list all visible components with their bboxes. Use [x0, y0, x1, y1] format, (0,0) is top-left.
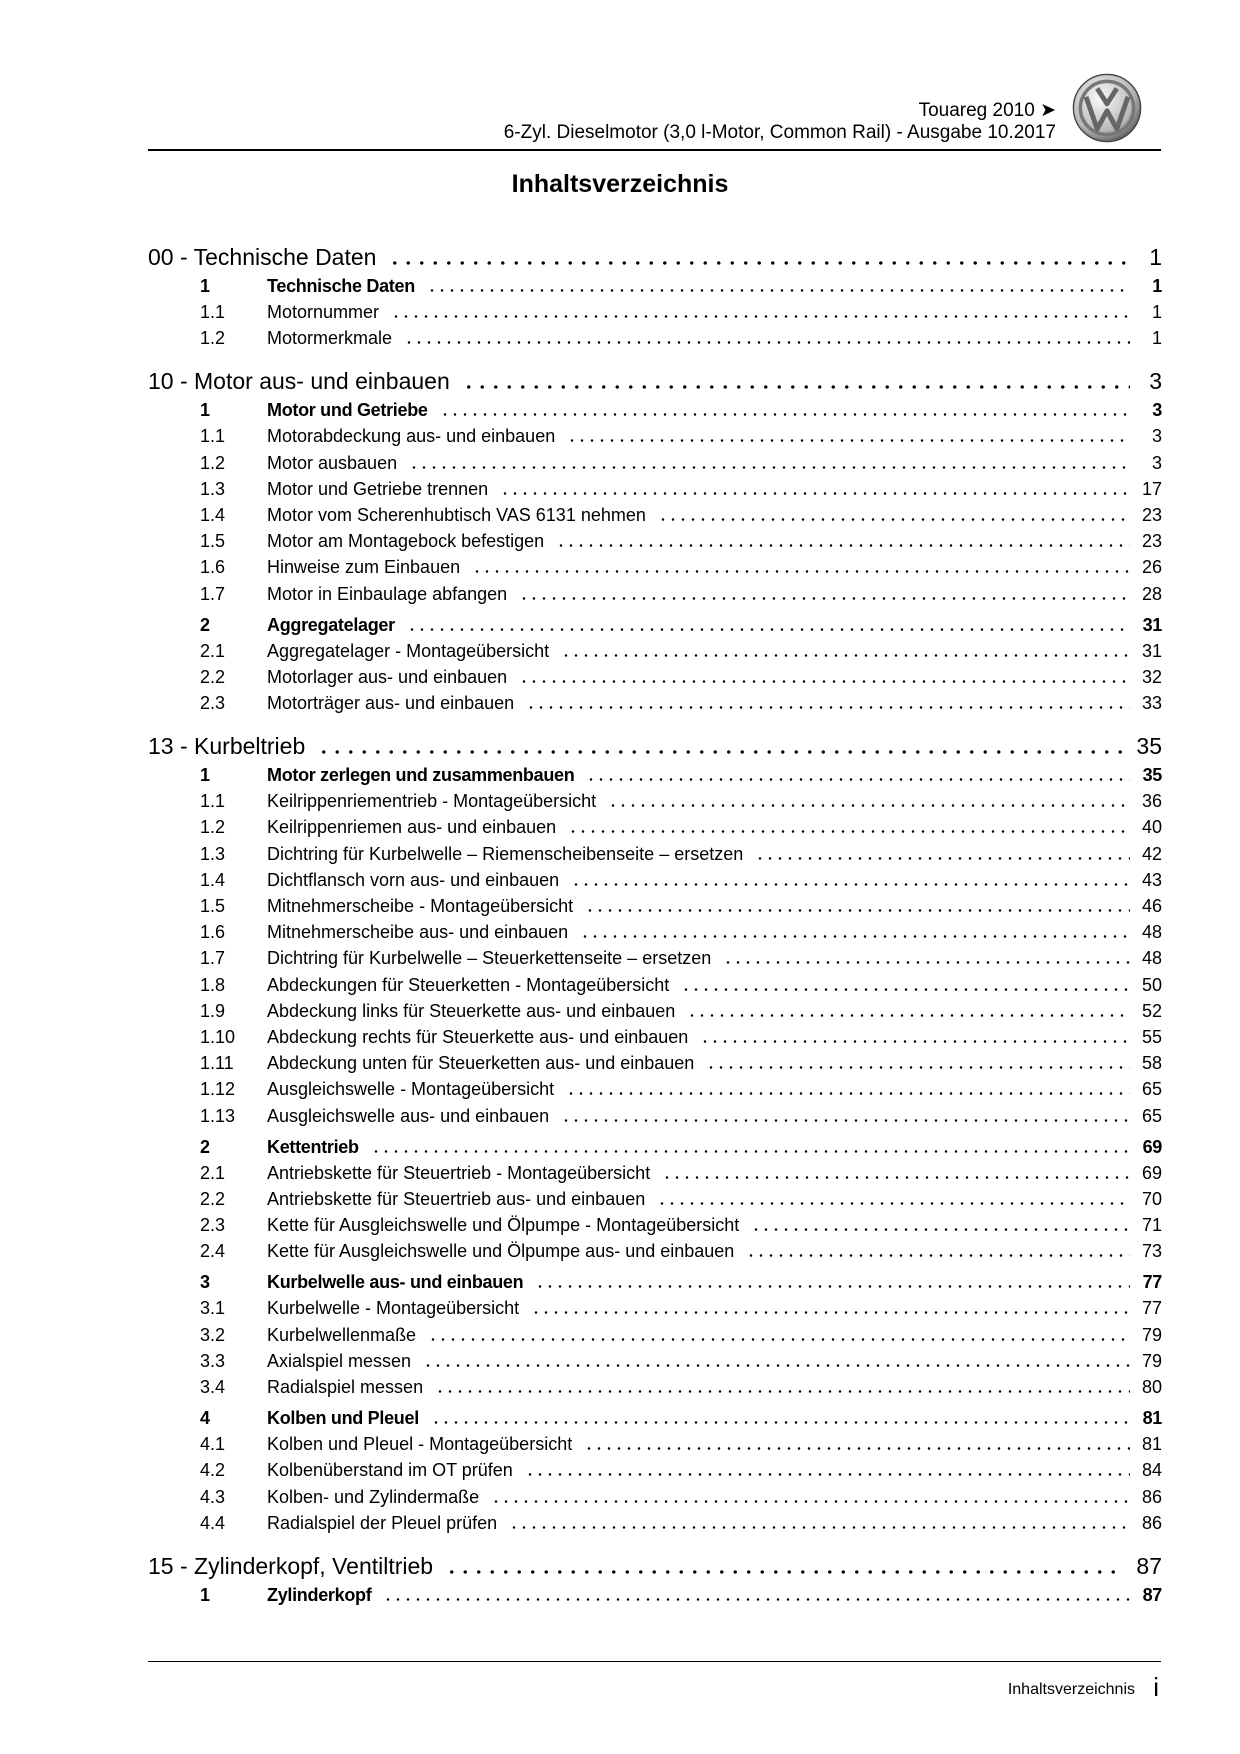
entry-page: 86 — [1141, 1512, 1162, 1533]
entry-number: 1.5 — [200, 531, 226, 552]
entry-page: 73 — [1141, 1241, 1162, 1262]
entry-page: 71 — [1141, 1215, 1162, 1236]
page-title: Inhaltsverzeichnis — [511, 170, 729, 198]
dot-leader — [462, 385, 1130, 389]
entry-page: 69 — [1141, 1162, 1162, 1183]
toc-chapter[interactable] — [148, 368, 1162, 400]
toc-item[interactable] — [148, 641, 1162, 667]
entry-page: 55 — [1141, 1026, 1162, 1047]
entry-page: 80 — [1141, 1377, 1162, 1397]
toc-item[interactable] — [148, 1189, 1162, 1215]
toc-item[interactable] — [148, 667, 1162, 693]
entry-title: Radialspiel der Pleuel prüfen — [267, 1512, 498, 1533]
dot-leader — [568, 830, 1130, 833]
dot-leader — [566, 1092, 1130, 1095]
entry-page: 23 — [1141, 531, 1162, 552]
toc-item[interactable] — [148, 479, 1162, 505]
entry-page: 86 — [1141, 1486, 1162, 1507]
entry-number: 3 — [200, 1272, 210, 1293]
entry-page: 48 — [1141, 922, 1162, 943]
dot-leader — [427, 289, 1130, 292]
dot-leader — [751, 1228, 1130, 1231]
dot-leader — [388, 261, 1130, 265]
entry-title: Kurbelwellenmaße — [267, 1324, 417, 1345]
entry-page: 1 — [1151, 328, 1162, 349]
dot-leader — [519, 680, 1130, 683]
dot-leader — [509, 1526, 1130, 1529]
dot-leader — [525, 1473, 1130, 1476]
entry-number: 2 — [200, 1136, 210, 1157]
entry-page: 26 — [1141, 557, 1162, 578]
entry-title: Kolbenüberstand im OT prüfen — [267, 1460, 513, 1481]
entry-number: 1.8 — [200, 974, 226, 995]
toc-section[interactable] — [148, 1585, 1162, 1611]
entry-title: Motor zerlegen und zusammenbauen — [267, 765, 575, 786]
entry-title: Kolben und Pleuel - Montageübersicht — [267, 1434, 573, 1455]
entry-title: Kurbelwelle - Montageübersicht — [267, 1298, 520, 1319]
dot-leader — [755, 857, 1130, 860]
footer-rule — [148, 1661, 1161, 1662]
dot-leader — [561, 654, 1130, 657]
entry-title: Motormerkmale — [267, 328, 393, 349]
entry-page: 65 — [1141, 1079, 1162, 1100]
entry-number: 2.3 — [200, 693, 226, 714]
dot-leader — [409, 466, 1130, 469]
entry-number: 2.1 — [200, 640, 226, 661]
entry-page: 46 — [1141, 896, 1162, 916]
dot-leader — [500, 492, 1130, 495]
entry-number: 1.3 — [200, 478, 226, 499]
entry-number: 1.12 — [200, 1079, 236, 1100]
entry-number: 1.1 — [200, 426, 226, 447]
entry-page: 36 — [1141, 791, 1162, 812]
entry-title: Axialspiel messen — [267, 1350, 412, 1371]
toc-section[interactable] — [148, 1408, 1162, 1434]
entry-title: Motor vom Scherenhubtisch VAS 6131 nehmen — [267, 504, 646, 525]
entry-number: 4.4 — [200, 1512, 226, 1533]
dot-leader — [746, 1254, 1130, 1257]
entry-title: Mitnehmerscheibe - Montageübersicht — [267, 896, 574, 916]
entry-page: 40 — [1141, 817, 1162, 838]
entry-number: 3.1 — [200, 1298, 226, 1319]
entry-page: 69 — [1142, 1136, 1162, 1157]
toc-chapter[interactable] — [148, 733, 1162, 765]
entry-page: 70 — [1141, 1188, 1162, 1209]
toc-item[interactable] — [148, 791, 1162, 817]
entry-title: Radialspiel messen — [267, 1377, 424, 1397]
toc-item[interactable] — [148, 1513, 1162, 1539]
dot-leader — [584, 1447, 1130, 1450]
dot-leader — [658, 518, 1130, 521]
toc-item[interactable] — [148, 975, 1162, 1001]
toc-section[interactable] — [148, 1272, 1162, 1298]
dot-leader — [317, 750, 1124, 754]
entry-title: Dichtring für Kurbelwelle – Riemenscheibenseite – ersetzen — [267, 843, 744, 864]
entry-title: Motor am Montagebock befestigen — [267, 531, 545, 552]
dot-leader — [556, 544, 1130, 547]
toc-item[interactable] — [148, 1298, 1162, 1324]
entry-number: 3.3 — [200, 1350, 226, 1371]
dot-leader — [535, 1285, 1130, 1288]
entry-page: 79 — [1141, 1324, 1162, 1345]
entry-page: 35 — [1142, 765, 1162, 786]
entry-number: 1.6 — [200, 557, 226, 578]
toc-item[interactable] — [148, 1325, 1162, 1351]
dot-leader — [681, 988, 1130, 991]
entry-title: Kolben- und Zylindermaße — [267, 1486, 480, 1507]
toc-item[interactable] — [148, 1377, 1162, 1403]
dot-leader — [531, 1311, 1130, 1314]
toc-item[interactable] — [148, 1487, 1162, 1513]
entry-page: 3 — [1149, 368, 1162, 395]
entry-number: 2.2 — [200, 1188, 226, 1209]
toc-item[interactable] — [148, 896, 1162, 922]
vw-logo-icon — [1072, 73, 1142, 143]
toc-item[interactable] — [148, 1106, 1162, 1132]
dot-leader — [440, 413, 1130, 416]
toc-item[interactable] — [148, 844, 1162, 870]
entry-title: Abdeckung unten für Steuerketten aus- und einbauen — [267, 1053, 695, 1074]
header-model: Touareg 2010 ➤ — [918, 100, 1056, 121]
entry-number: 1.9 — [200, 1000, 226, 1021]
dot-leader — [472, 570, 1130, 573]
dot-leader — [687, 1014, 1130, 1017]
entry-page: 31 — [1142, 614, 1162, 635]
toc-chapter[interactable] — [148, 1553, 1162, 1585]
entry-number: 2.3 — [200, 1215, 226, 1236]
dot-leader — [585, 909, 1130, 912]
dot-leader — [657, 1202, 1130, 1205]
entry-page: 3 — [1152, 400, 1162, 421]
entry-page: 31 — [1141, 640, 1162, 661]
toc-section[interactable] — [148, 276, 1162, 302]
entry-title: Keilrippenriementrieb - Montageübersicht — [267, 791, 597, 812]
entry-number: 1.7 — [200, 948, 226, 969]
dot-leader — [519, 597, 1130, 600]
entry-number: 2.1 — [200, 1162, 226, 1183]
entry-title: Motor in Einbaulage abfangen — [267, 583, 508, 604]
entry-page: 50 — [1141, 974, 1162, 995]
dot-leader — [526, 706, 1130, 709]
toc-item[interactable] — [148, 584, 1162, 610]
entry-page: 87 — [1136, 1552, 1162, 1579]
dot-leader — [723, 961, 1130, 964]
toc-item[interactable] — [148, 870, 1162, 896]
entry-page: 1 — [1152, 276, 1162, 296]
entry-title: Zylinderkopf — [267, 1584, 372, 1605]
toc-item[interactable] — [148, 1434, 1162, 1460]
entry-title: Abdeckung links für Steuerkette aus- und einbauen — [267, 1000, 676, 1021]
toc-item[interactable] — [148, 426, 1162, 452]
entry-page: 42 — [1141, 843, 1162, 864]
entry-page: 1 — [1151, 302, 1162, 322]
toc-section[interactable] — [148, 765, 1162, 791]
toc-section[interactable] — [148, 615, 1162, 641]
entry-page: 17 — [1141, 478, 1162, 499]
entry-page: 52 — [1141, 1000, 1162, 1021]
entry-title: Ausgleichswelle aus- und einbauen — [267, 1105, 550, 1126]
entry-page: 35 — [1136, 733, 1162, 760]
toc-item[interactable] — [148, 1460, 1162, 1486]
toc-item[interactable] — [148, 1241, 1162, 1267]
entry-page: 1 — [1149, 244, 1162, 270]
entry-page: 77 — [1142, 1272, 1162, 1293]
toc-item[interactable] — [148, 922, 1162, 948]
dot-leader — [423, 1364, 1130, 1367]
dot-leader — [445, 1570, 1124, 1574]
entry-number: 1.2 — [200, 817, 226, 838]
entry-title: Motorträger aus- und einbauen — [267, 693, 515, 714]
entry-title: Kettentrieb — [267, 1136, 359, 1157]
entry-number: 3.4 — [200, 1377, 226, 1397]
dot-leader — [431, 1421, 1130, 1424]
entry-number: 4.2 — [200, 1460, 226, 1481]
dot-leader — [662, 1176, 1130, 1179]
entry-number: 1 — [200, 765, 210, 786]
dot-leader — [608, 804, 1130, 807]
entry-page: 43 — [1141, 869, 1162, 890]
entry-page: 32 — [1141, 666, 1162, 687]
entry-number: 1 — [200, 400, 210, 421]
header-subtitle: 6-Zyl. Dieselmotor (3,0 l-Motor, Common Rail) - Ausgabe 10.2017 — [503, 122, 1056, 143]
dot-leader — [371, 1150, 1130, 1153]
dot-leader — [491, 1500, 1130, 1503]
entry-number: 3.2 — [200, 1324, 226, 1345]
toc-section[interactable] — [148, 400, 1162, 426]
toc-chapter[interactable] — [148, 244, 1162, 276]
dot-leader — [435, 1390, 1130, 1393]
entry-number: 1.11 — [200, 1053, 234, 1074]
entry-page: 23 — [1141, 504, 1162, 525]
entry-page: 65 — [1141, 1105, 1162, 1126]
dot-leader — [391, 315, 1130, 318]
entry-title: Mitnehmerscheibe aus- und einbauen — [267, 922, 569, 943]
dot-leader — [383, 1598, 1130, 1601]
dot-leader — [561, 1119, 1130, 1122]
entry-number: 1.5 — [200, 896, 226, 916]
entry-title: Motorabdeckung aus- und einbauen — [267, 426, 556, 447]
footer-page-number: i — [1153, 1672, 1159, 1702]
entry-number: 1.6 — [200, 922, 226, 943]
entry-title: Motorlager aus- und einbauen — [267, 666, 508, 687]
entry-number: 4 — [200, 1408, 210, 1429]
dot-leader — [586, 778, 1130, 781]
entry-title: 10 - Motor aus- und einbauen — [148, 368, 450, 395]
running-header — [504, 100, 1056, 144]
dot-leader — [706, 1066, 1130, 1069]
entry-number: 4.3 — [200, 1486, 226, 1507]
entry-title: 13 - Kurbeltrieb — [148, 733, 306, 760]
entry-number: 1.13 — [200, 1105, 236, 1126]
dot-leader — [404, 341, 1130, 344]
footer-label: Inhaltsverzeichnis — [1007, 1681, 1135, 1698]
dot-leader — [567, 439, 1130, 442]
entry-number: 2.4 — [200, 1241, 226, 1262]
dot-leader — [580, 935, 1130, 938]
entry-page: 79 — [1141, 1350, 1162, 1371]
entry-title: Motor und Getriebe — [267, 400, 428, 421]
entry-title: Aggregatelager — [267, 614, 395, 635]
entry-number: 1.7 — [200, 583, 226, 604]
entry-number: 2.2 — [200, 666, 226, 687]
entry-number: 1.2 — [200, 452, 226, 473]
entry-page: 81 — [1142, 1408, 1162, 1429]
entry-title: Motor ausbauen — [267, 452, 398, 473]
entry-number: 2 — [200, 614, 210, 635]
entry-title: Technische Daten — [267, 276, 415, 296]
toc-item[interactable] — [148, 1053, 1162, 1079]
entry-title: Kette für Ausgleichswelle und Ölpumpe aus- und einbauen — [267, 1241, 735, 1262]
entry-page: 87 — [1142, 1584, 1162, 1605]
toc-item[interactable] — [148, 302, 1162, 328]
entry-title: Hinweise zum Einbauen — [267, 557, 461, 578]
header-rule — [148, 149, 1161, 151]
entry-number: 1.4 — [200, 504, 226, 525]
toc-item[interactable] — [148, 453, 1162, 479]
toc-item[interactable] — [148, 1215, 1162, 1241]
toc-item[interactable] — [148, 505, 1162, 531]
entry-page: 3 — [1151, 452, 1162, 473]
entry-title: Antriebskette für Steuertrieb aus- und einbauen — [267, 1188, 646, 1209]
toc-item[interactable] — [148, 1163, 1162, 1189]
dot-leader — [407, 628, 1130, 631]
entry-number: 1 — [200, 276, 210, 296]
dot-leader — [428, 1338, 1130, 1341]
entry-number: 1.2 — [200, 328, 226, 349]
entry-title: Dichtring für Kurbelwelle – Steuerkettenseite – ersetzen — [267, 948, 712, 969]
toc-item[interactable] — [148, 1079, 1162, 1105]
entry-number: 1.3 — [200, 843, 226, 864]
entry-page: 58 — [1141, 1053, 1162, 1074]
toc-item[interactable] — [148, 1027, 1162, 1053]
toc-item[interactable] — [148, 817, 1162, 843]
dot-leader — [571, 883, 1130, 886]
entry-title: 00 - Technische Daten — [148, 244, 377, 270]
toc-item[interactable] — [148, 557, 1162, 583]
entry-title: Abdeckung rechts für Steuerkette aus- und einbauen — [267, 1026, 689, 1047]
entry-title: Motornummer — [267, 302, 380, 322]
entry-page: 84 — [1141, 1460, 1162, 1481]
toc-item[interactable] — [148, 1001, 1162, 1027]
dot-leader — [700, 1040, 1130, 1043]
toc-item[interactable] — [148, 531, 1162, 557]
entry-number: 1.4 — [200, 869, 226, 890]
entry-page: 33 — [1141, 693, 1162, 714]
entry-title: 15 - Zylinderkopf, Ventiltrieb — [148, 1552, 434, 1579]
entry-title: Aggregatelager - Montageübersicht — [267, 640, 550, 661]
entry-title: Motor und Getriebe trennen — [267, 478, 489, 499]
entry-number: 4.1 — [200, 1434, 226, 1455]
entry-page: 81 — [1141, 1434, 1162, 1455]
toc-item[interactable] — [148, 693, 1162, 719]
entry-number: 1.1 — [200, 302, 226, 322]
entry-page: 48 — [1141, 948, 1162, 969]
entry-title: Keilrippenriemen aus- und einbauen — [267, 817, 557, 838]
entry-title: Kolben und Pleuel — [267, 1408, 419, 1429]
entry-number: 1 — [200, 1584, 210, 1605]
toc-item[interactable] — [148, 948, 1162, 974]
entry-number: 1.1 — [200, 791, 226, 812]
table-of-contents — [148, 244, 1162, 1611]
entry-title: Kette für Ausgleichswelle und Ölpumpe - Montageübersicht — [267, 1215, 740, 1236]
entry-title: Abdeckungen für Steuerketten - Montageübersicht — [267, 974, 670, 995]
entry-page: 28 — [1141, 583, 1162, 604]
entry-title: Dichtflansch vorn aus- und einbauen — [267, 869, 560, 890]
toc-item[interactable] — [148, 328, 1162, 354]
entry-title: Kurbelwelle aus- und einbauen — [267, 1272, 524, 1293]
entry-page: 77 — [1141, 1298, 1162, 1319]
entry-title: Antriebskette für Steuertrieb - Montageübersicht — [267, 1162, 651, 1183]
toc-section[interactable] — [148, 1137, 1162, 1163]
toc-item[interactable] — [148, 1351, 1162, 1377]
entry-title: Ausgleichswelle - Montageübersicht — [267, 1079, 555, 1100]
entry-number: 1.10 — [200, 1026, 236, 1047]
entry-page: 3 — [1151, 426, 1162, 447]
